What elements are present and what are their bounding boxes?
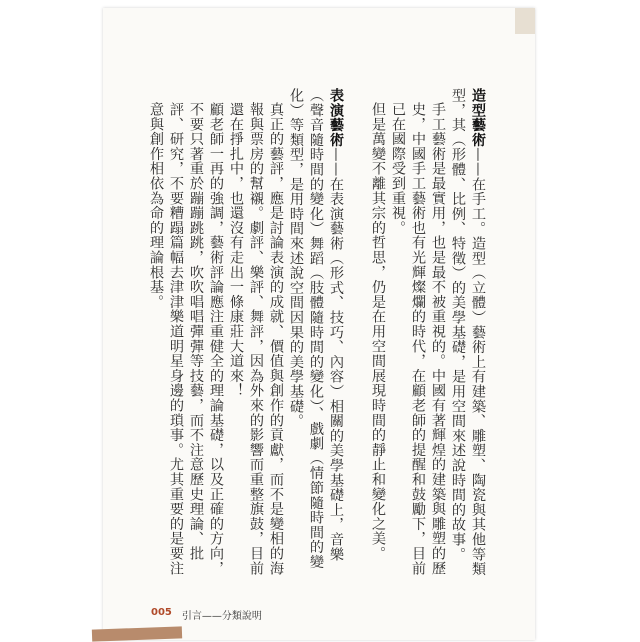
page-footer xyxy=(151,607,262,622)
section-gap xyxy=(346,88,368,588)
section-heading-sculpture: 造型藝術 xyxy=(470,88,486,148)
page-number: 005 xyxy=(151,607,172,618)
paragraph-theory: 顧老師一再的強調，藝術評論應注重健全的理論基礎，以及正確的方向，不要只著重於蹦蹦跳跳，吹吹唱唱彈彈等技藝，而不注意歷史理論、批評、研究，不要糟蹋篇幅去津津樂道明星身邊的瑣事。尤其重要的是要注意與創作相依為命的理論根基。 xyxy=(148,102,224,576)
paragraph-performance-intro xyxy=(286,88,346,588)
chapter-title: 引言——分類說明 xyxy=(181,611,262,622)
paragraph-crafts: 手工藝術是最實用，也是最不被重視的。中國有著輝煌的建築與雕塑的歷史，中國手工藝術也有光輝燦爛的時代，在顧老師的提醒和鼓勵下，目前已在國際受到重視。 xyxy=(390,102,446,576)
paragraph-text: ——在表演藝術（形式、技巧、內容）相關的美學基礎上，音樂（聲音隨時間的變化）舞蹈（肢體隨時間的變化）、戲劇（情節隨時間的變化）等類型，是用時間來述說空間因果的美學基礎。 xyxy=(288,88,344,570)
section-heading-performance: 表演藝術 xyxy=(328,88,344,148)
paragraph-criticism: 真正的藝評，應是討論表演的成就、價值與創作的貢獻，而不是變相的海報與票房的幫襯。劇評、樂評、舞評，因為外來的影響而重整旗鼓，目前還在掙扎中，也還沒有走出一條康莊大道來！ xyxy=(228,102,284,576)
paragraph-sculpture-intro xyxy=(448,88,488,588)
vertical-text-body xyxy=(148,88,488,588)
paragraph-text: ——在手工。造型（立體）藝術上有建築、雕塑、陶瓷與其他等類型，其（形體、比例、特徵）的美學基礎，是用空間來述說時間的故事。 xyxy=(450,88,486,577)
paragraph-philosophy: 但是萬變不離其宗的哲思，仍是在用空間展現時間的靜止和變化之美。 xyxy=(370,102,386,561)
page-corner-tab xyxy=(515,8,535,34)
